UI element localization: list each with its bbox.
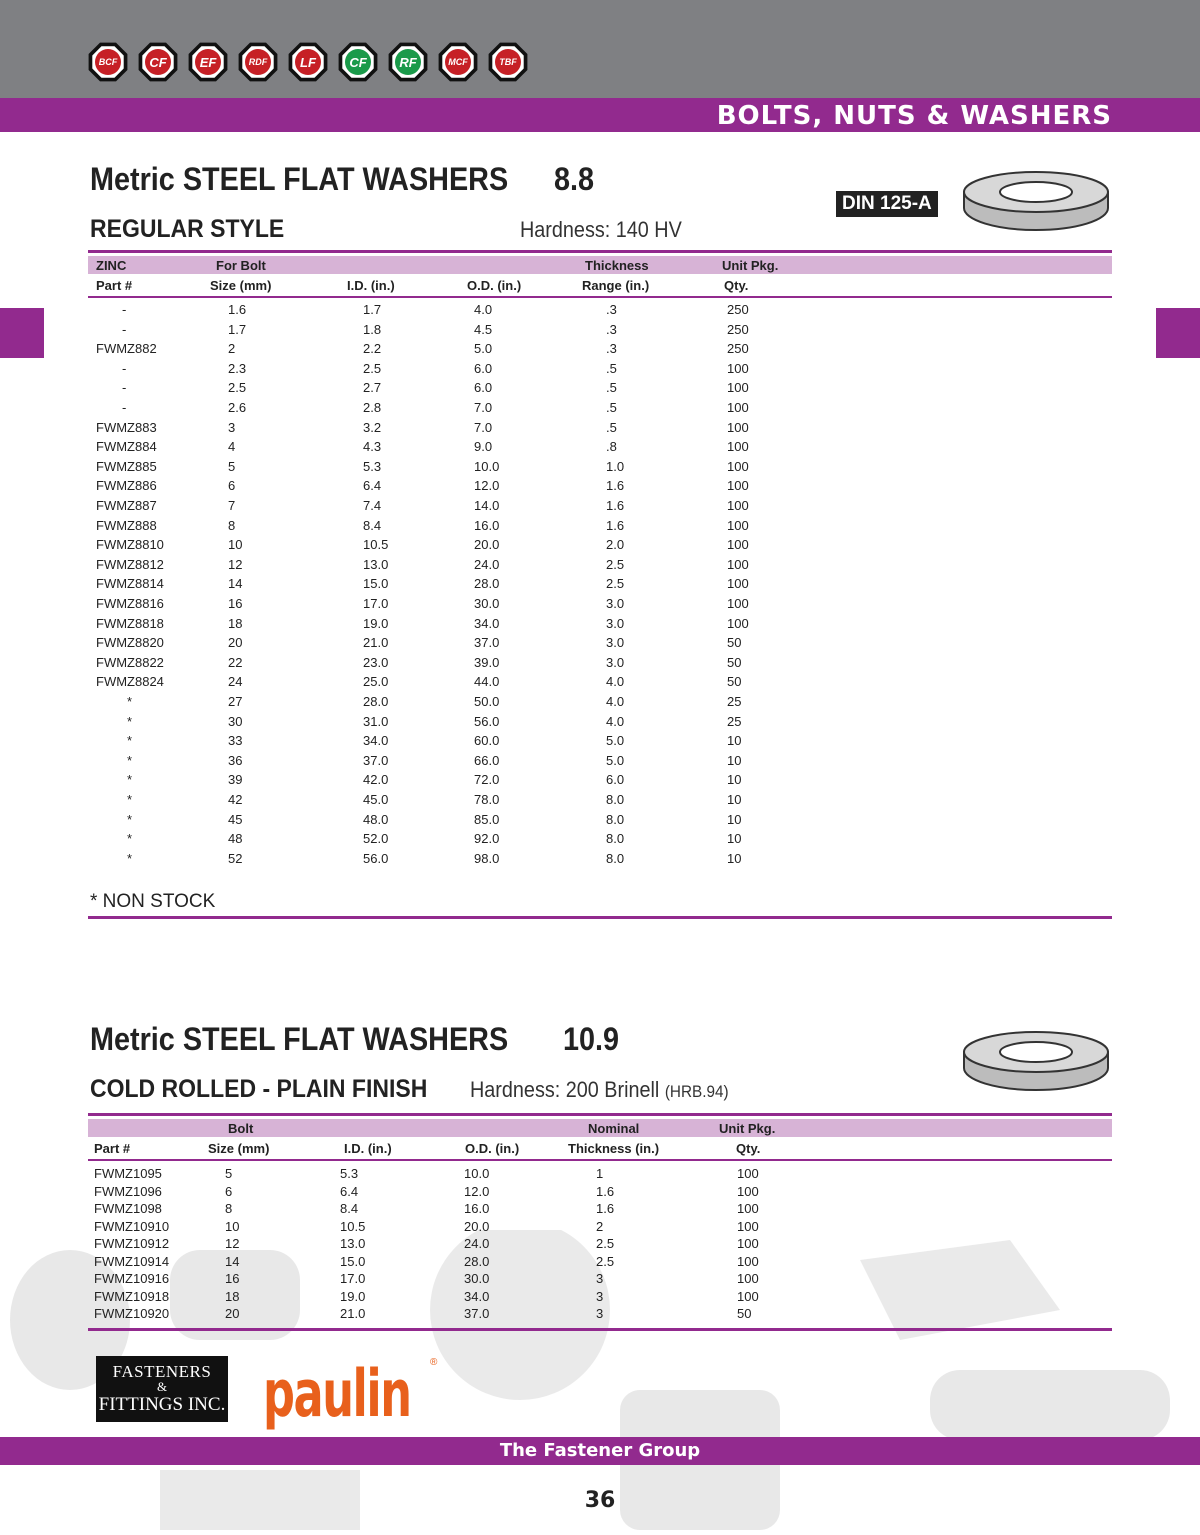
- section2-hardness: Hardness: 200 Brinell (HRB.94): [470, 1077, 729, 1102]
- t1-r27-c0: *: [127, 831, 133, 847]
- t1-r21-c4: 4.0: [606, 713, 625, 729]
- col-header-part: Part #: [96, 278, 133, 293]
- t1-r1-c2: 1.8: [363, 321, 382, 337]
- t1-r19-c3: 44.0: [474, 674, 500, 690]
- t1-r18-c1: 22: [228, 654, 243, 670]
- t1-r20-c1: 27: [228, 694, 243, 709]
- t2-r8-c5: 50: [737, 1306, 752, 1321]
- t1-r2-c0: FWMZ882: [96, 341, 157, 357]
- col-header-for-bolt: For Bolt: [216, 258, 266, 273]
- t1-r9-c5: 100: [727, 478, 749, 494]
- t2-r5-c5: 100: [737, 1253, 759, 1269]
- t2-r5-c0: FWMZ10914: [94, 1253, 170, 1269]
- tbf-logo: [486, 40, 530, 84]
- t1-r14-c2: 15.0: [363, 576, 389, 592]
- t1-r13-c1: 12: [228, 556, 243, 572]
- t2-r7-c4: 3: [596, 1288, 604, 1304]
- t2-r1-c4: 1.6: [596, 1183, 615, 1199]
- t1-r4-c3: 6.0: [474, 380, 493, 396]
- t2-r7-c2: 19.0: [340, 1288, 366, 1304]
- t1-r12-c3: 20.0: [474, 537, 500, 553]
- t2-r1-c0: FWMZ1096: [94, 1183, 162, 1199]
- t2-r2-c4: 1.6: [596, 1201, 615, 1216]
- t1-r5-c0: -: [122, 400, 127, 415]
- fasteners-fittings-logo: [96, 1356, 228, 1422]
- t1-r22-c4: 5.0: [606, 733, 625, 749]
- t1-r21-c1: 30: [228, 713, 243, 729]
- t1-r27-c5: 10: [727, 831, 742, 847]
- t2-r1-c1: 6: [225, 1183, 233, 1199]
- t1-r27-c3: 92.0: [474, 831, 500, 847]
- left-side-tab: [0, 308, 44, 358]
- t1-r12-c0: FWMZ8810: [96, 537, 164, 553]
- col2-header-id: I.D. (in.): [344, 1141, 392, 1156]
- col-header-size: Size (mm): [210, 278, 272, 293]
- t1-r23-c4: 5.0: [606, 752, 625, 768]
- t1-r15-c2: 17.0: [363, 596, 389, 611]
- t2-r0-c2: 5.3: [340, 1166, 359, 1181]
- t1-r2-c5: 250: [727, 341, 749, 357]
- t1-r2-c2: 2.2: [363, 341, 382, 357]
- t1-r8-c4: 1.0: [606, 458, 625, 474]
- t2-r0-c0: FWMZ1095: [94, 1166, 162, 1181]
- t1-r17-c4: 3.0: [606, 635, 625, 651]
- t1-r7-c1: 4: [228, 439, 236, 455]
- t1-r13-c5: 100: [727, 556, 749, 572]
- t2-r6-c3: 30.0: [464, 1271, 490, 1286]
- t1-r0-c0: -: [122, 302, 127, 317]
- col2-header-nominal: Nominal: [588, 1121, 640, 1136]
- col-header-zinc: ZINC: [96, 258, 127, 273]
- t1-r8-c5: 100: [727, 458, 749, 474]
- t1-r21-c2: 31.0: [363, 713, 389, 729]
- t1-r9-c4: 1.6: [606, 478, 625, 494]
- t2-r1-c2: 6.4: [340, 1183, 359, 1199]
- t1-r24-c1: 39: [228, 772, 243, 788]
- t1-r2-c4: .3: [606, 341, 617, 357]
- col-header-qty: Qty.: [724, 278, 749, 293]
- t1-r7-c0: FWMZ884: [96, 439, 157, 455]
- page-number: 36: [584, 1488, 616, 1513]
- cf-logo-text: CF: [149, 54, 167, 70]
- t1-r7-c3: 9.0: [474, 439, 493, 455]
- cf-green-logo: [336, 40, 380, 84]
- t2-r4-c4: 2.5: [596, 1236, 615, 1251]
- t1-r17-c5: 50: [727, 635, 742, 651]
- t1-r14-c1: 14: [228, 576, 243, 592]
- t2-r0-c3: 10.0: [464, 1166, 490, 1181]
- t1-r8-c1: 5: [228, 458, 236, 474]
- bcf-logo-text: BCF: [98, 57, 118, 67]
- t2-r1-c5: 100: [737, 1183, 759, 1199]
- t1-r22-c3: 60.0: [474, 733, 500, 749]
- t1-r15-c0: FWMZ8816: [96, 596, 164, 611]
- t1-r16-c5: 100: [727, 615, 749, 631]
- t1-r11-c2: 8.4: [363, 517, 382, 533]
- footer-group-name: The Fastener Group: [499, 1440, 701, 1461]
- t1-r26-c1: 45: [228, 811, 243, 827]
- t1-r8-c0: FWMZ885: [96, 458, 157, 474]
- t1-r12-c5: 100: [727, 537, 749, 553]
- t1-r21-c0: *: [127, 713, 133, 729]
- section1-title: Metric STEEL FLAT WASHERS: [90, 161, 509, 197]
- t1-r16-c2: 19.0: [363, 615, 389, 631]
- col-header-range: Range (in.): [582, 278, 650, 293]
- right-side-tab: [1156, 308, 1200, 358]
- col2-header-size: Size (mm): [208, 1141, 270, 1156]
- section2-subtitle: COLD ROLLED - PLAIN FINISH: [90, 1075, 428, 1103]
- section-title: BOLTS, NUTS & WASHERS: [716, 101, 1112, 131]
- t1-r5-c4: .5: [606, 400, 617, 415]
- t1-r9-c0: FWMZ886: [96, 478, 157, 494]
- t2-r3-c5: 100: [737, 1218, 759, 1234]
- t1-r19-c5: 50: [727, 674, 742, 690]
- t1-r18-c0: FWMZ8822: [96, 654, 164, 670]
- t1-r26-c2: 48.0: [363, 811, 389, 827]
- t1-r27-c4: 8.0: [606, 831, 625, 847]
- t1-r25-c0: *: [127, 792, 133, 807]
- col2-header-qty: Qty.: [736, 1141, 761, 1156]
- t2-r2-c2: 8.4: [340, 1201, 359, 1216]
- t2-r0-c4: 1: [596, 1166, 604, 1181]
- t1-r15-c1: 16: [228, 596, 243, 611]
- t2-r4-c5: 100: [737, 1236, 759, 1251]
- t2-r7-c0: FWMZ10918: [94, 1288, 170, 1304]
- col2-header-unit-pkg: Unit Pkg.: [719, 1121, 776, 1136]
- t2-r6-c5: 100: [737, 1271, 759, 1286]
- col2-header-thickness: Thickness (in.): [568, 1141, 660, 1156]
- section1-grade: 8.8: [554, 161, 595, 197]
- t1-r3-c5: 100: [727, 360, 749, 376]
- t1-r0-c2: 1.7: [363, 302, 382, 317]
- t1-r5-c3: 7.0: [474, 400, 493, 415]
- t1-r11-c5: 100: [727, 517, 749, 533]
- t2-r7-c1: 18: [225, 1288, 240, 1304]
- t1-r28-c1: 52: [228, 850, 243, 866]
- t1-r20-c5: 25: [727, 694, 742, 709]
- t2-r2-c5: 100: [737, 1201, 759, 1216]
- col-header-id: I.D. (in.): [347, 278, 395, 293]
- t1-r3-c0: -: [122, 360, 127, 376]
- t1-r2-c1: 2: [228, 341, 236, 357]
- t1-r16-c0: FWMZ8818: [96, 615, 164, 631]
- t1-r21-c3: 56.0: [474, 713, 500, 729]
- t1-r5-c5: 100: [727, 400, 749, 415]
- t1-r14-c5: 100: [727, 576, 749, 592]
- t1-r22-c1: 33: [228, 733, 243, 749]
- t2-r4-c1: 12: [225, 1236, 240, 1251]
- t1-r24-c4: 6.0: [606, 772, 625, 788]
- t1-r1-c0: -: [122, 321, 127, 337]
- t1-r13-c0: FWMZ8812: [96, 556, 164, 572]
- ffi-line1: FASTENERS: [112, 1362, 212, 1381]
- non-stock-note: * NON STOCK: [90, 891, 216, 912]
- t1-r24-c2: 42.0: [363, 772, 389, 788]
- section1-top-rule: [88, 250, 1112, 253]
- t1-r18-c4: 3.0: [606, 654, 625, 670]
- t1-r16-c4: 3.0: [606, 615, 625, 631]
- t2-r5-c3: 28.0: [464, 1253, 490, 1269]
- t1-r19-c2: 25.0: [363, 674, 389, 690]
- t1-r22-c5: 10: [727, 733, 742, 749]
- t2-r8-c1: 20: [225, 1306, 240, 1321]
- ef-logo-text: EF: [199, 54, 217, 70]
- t1-r20-c0: *: [127, 694, 133, 709]
- t1-r25-c2: 45.0: [363, 792, 389, 807]
- t1-r1-c5: 250: [727, 321, 749, 337]
- rdf-logo: [236, 40, 280, 84]
- lf-logo: [286, 40, 330, 84]
- t1-r13-c3: 24.0: [474, 556, 500, 572]
- section2-bottom-rule: [88, 1328, 1112, 1331]
- t1-r8-c3: 10.0: [474, 458, 500, 474]
- rdf-logo-text: RDF: [248, 57, 268, 67]
- t1-r13-c4: 2.5: [606, 556, 625, 572]
- t1-r20-c2: 28.0: [363, 694, 389, 709]
- t1-r25-c1: 42: [228, 792, 243, 807]
- t1-r12-c1: 10: [228, 537, 243, 553]
- t1-r4-c5: 100: [727, 380, 749, 396]
- t1-r10-c4: 1.6: [606, 498, 625, 513]
- t1-r0-c1: 1.6: [228, 302, 247, 317]
- t1-r5-c1: 2.6: [228, 400, 247, 415]
- t1-r26-c0: *: [127, 811, 133, 827]
- tbf-logo-text: TBF: [499, 57, 517, 67]
- t1-r24-c0: *: [127, 772, 133, 788]
- t1-r4-c0: -: [122, 380, 127, 396]
- rf-logo: [386, 40, 430, 84]
- ffi-line2: &: [156, 1379, 168, 1394]
- t1-r14-c0: FWMZ8814: [96, 576, 164, 592]
- col2-header-part: Part #: [94, 1141, 131, 1156]
- t2-r5-c4: 2.5: [596, 1253, 615, 1269]
- t2-r2-c3: 16.0: [464, 1201, 490, 1216]
- t1-r12-c4: 2.0: [606, 537, 625, 553]
- t1-r11-c1: 8: [228, 517, 236, 533]
- mcf-logo: [436, 40, 480, 84]
- t1-r10-c0: FWMZ887: [96, 498, 157, 513]
- section2-grade: 10.9: [563, 1021, 620, 1057]
- t1-r16-c3: 34.0: [474, 615, 500, 631]
- t1-r10-c2: 7.4: [363, 498, 382, 513]
- t1-r3-c3: 6.0: [474, 360, 493, 376]
- t1-r7-c2: 4.3: [363, 439, 382, 455]
- col-header-od: O.D. (in.): [467, 278, 522, 293]
- t1-r19-c0: FWMZ8824: [96, 674, 164, 690]
- t1-r3-c2: 2.5: [363, 360, 382, 376]
- section1-hardness: Hardness: 140 HV: [520, 217, 682, 242]
- cf-green-logo-text: CF: [349, 54, 367, 70]
- t2-r3-c0: FWMZ10910: [94, 1218, 170, 1234]
- t1-r23-c2: 37.0: [363, 752, 389, 768]
- t1-r0-c3: 4.0: [474, 302, 493, 317]
- t1-r19-c4: 4.0: [606, 674, 625, 690]
- t1-r27-c2: 52.0: [363, 831, 389, 847]
- washer-icon: [962, 170, 1110, 234]
- brand-logo-strip: [86, 40, 530, 84]
- t2-r8-c0: FWMZ10920: [94, 1306, 170, 1321]
- t1-r25-c3: 78.0: [474, 792, 500, 807]
- t1-r15-c4: 3.0: [606, 596, 625, 611]
- t1-r16-c1: 18: [228, 615, 243, 631]
- t2-r6-c1: 16: [225, 1271, 240, 1286]
- t2-r0-c1: 5: [225, 1166, 233, 1181]
- t1-r1-c1: 1.7: [228, 321, 247, 337]
- t2-r3-c2: 10.5: [340, 1218, 366, 1234]
- t2-r2-c1: 8: [225, 1201, 233, 1216]
- t1-r7-c5: 100: [727, 439, 749, 455]
- t1-r12-c2: 10.5: [363, 537, 389, 553]
- t1-r9-c1: 6: [228, 478, 236, 494]
- t1-r15-c3: 30.0: [474, 596, 500, 611]
- t1-r11-c4: 1.6: [606, 517, 625, 533]
- washer-icon-2: [962, 1030, 1110, 1094]
- t2-r5-c2: 15.0: [340, 1253, 366, 1269]
- t1-r22-c0: *: [127, 733, 133, 749]
- t2-r8-c2: 21.0: [340, 1306, 366, 1321]
- t1-r23-c0: *: [127, 752, 133, 768]
- mcf-logo-text: MCF: [448, 57, 468, 67]
- col-header-unit-pkg: Unit Pkg.: [722, 258, 779, 273]
- cf-logo: [136, 40, 180, 84]
- t2-r3-c1: 10: [225, 1218, 240, 1234]
- t1-r21-c5: 25: [727, 713, 742, 729]
- t1-r6-c3: 7.0: [474, 419, 493, 435]
- t1-r28-c3: 98.0: [474, 850, 500, 866]
- t2-r8-c4: 3: [596, 1306, 604, 1321]
- t2-r7-c5: 100: [737, 1288, 759, 1304]
- t1-r20-c3: 50.0: [474, 694, 500, 709]
- t1-r23-c1: 36: [228, 752, 243, 768]
- t1-r5-c2: 2.8: [363, 400, 382, 415]
- t1-r26-c4: 8.0: [606, 811, 625, 827]
- t1-r23-c5: 10: [727, 752, 742, 768]
- t2-r8-c3: 37.0: [464, 1306, 490, 1321]
- t1-r11-c3: 16.0: [474, 517, 500, 533]
- t1-r10-c5: 100: [727, 498, 749, 513]
- t1-r28-c2: 56.0: [363, 850, 389, 866]
- t1-r1-c4: .3: [606, 321, 617, 337]
- t1-r25-c4: 8.0: [606, 792, 625, 807]
- t2-r6-c4: 3: [596, 1271, 604, 1286]
- paulin-logo: paulin: [263, 1355, 411, 1432]
- t1-r3-c4: .5: [606, 360, 617, 376]
- t1-r7-c4: .8: [606, 439, 617, 455]
- t2-r4-c0: FWMZ10912: [94, 1236, 170, 1251]
- t1-r6-c0: FWMZ883: [96, 419, 157, 435]
- t1-r6-c2: 3.2: [363, 419, 382, 435]
- t1-r18-c3: 39.0: [474, 654, 500, 670]
- t1-r14-c4: 2.5: [606, 576, 625, 592]
- t1-r17-c3: 37.0: [474, 635, 500, 651]
- t1-r17-c1: 20: [228, 635, 243, 651]
- t1-r6-c4: .5: [606, 419, 617, 435]
- col2-header-od: O.D. (in.): [465, 1141, 520, 1156]
- rf-logo-text: RF: [399, 54, 417, 70]
- t1-r26-c3: 85.0: [474, 811, 500, 827]
- t2-r5-c1: 14: [225, 1253, 240, 1269]
- t1-r26-c5: 10: [727, 811, 742, 827]
- t1-r4-c4: .5: [606, 380, 617, 396]
- ffi-line3: FITTINGS INC.: [98, 1394, 226, 1415]
- din-badge: DIN 125-A: [836, 191, 938, 217]
- section2-header-rule: [88, 1159, 1112, 1161]
- section2-hardness-note: (HRB.94): [664, 1082, 729, 1101]
- t1-r6-c5: 100: [727, 419, 749, 435]
- section2-title: Metric STEEL FLAT WASHERS: [90, 1021, 509, 1057]
- t1-r28-c4: 8.0: [606, 850, 625, 866]
- col2-header-bolt: Bolt: [228, 1121, 254, 1136]
- t1-r17-c2: 21.0: [363, 635, 389, 651]
- section2-top-rule: [88, 1113, 1112, 1116]
- t1-r9-c3: 12.0: [474, 478, 500, 494]
- t2-r4-c2: 13.0: [340, 1236, 366, 1251]
- t1-r2-c3: 5.0: [474, 341, 493, 357]
- t1-r4-c2: 2.7: [363, 380, 382, 396]
- ef-logo: [186, 40, 230, 84]
- t2-r3-c3: 20.0: [464, 1218, 490, 1234]
- t1-r15-c5: 100: [727, 596, 749, 611]
- t1-r4-c1: 2.5: [228, 380, 247, 396]
- t1-r20-c4: 4.0: [606, 694, 625, 709]
- t2-r4-c3: 24.0: [464, 1236, 490, 1251]
- t1-r0-c5: 250: [727, 302, 749, 317]
- t1-r25-c5: 10: [727, 792, 742, 807]
- t1-r8-c2: 5.3: [363, 458, 382, 474]
- t1-r19-c1: 24: [228, 674, 243, 690]
- t1-r14-c3: 28.0: [474, 576, 500, 592]
- t1-r13-c2: 13.0: [363, 556, 389, 572]
- section1-bottom-rule: [88, 916, 1112, 919]
- t1-r9-c2: 6.4: [363, 478, 382, 494]
- t1-r10-c3: 14.0: [474, 498, 500, 513]
- t1-r18-c5: 50: [727, 654, 742, 670]
- lf-logo-text: LF: [300, 54, 316, 70]
- t2-r6-c0: FWMZ10916: [94, 1271, 170, 1286]
- t1-r28-c0: *: [127, 850, 133, 866]
- t1-r22-c2: 34.0: [363, 733, 389, 749]
- t2-r3-c4: 2: [596, 1218, 604, 1234]
- t1-r11-c0: FWMZ888: [96, 517, 157, 533]
- col-header-thickness: Thickness: [585, 258, 649, 273]
- t1-r27-c1: 48: [228, 831, 243, 847]
- t1-r24-c3: 72.0: [474, 772, 500, 788]
- t1-r28-c5: 10: [727, 850, 742, 866]
- t2-r2-c0: FWMZ1098: [94, 1201, 162, 1216]
- section1-subtitle: REGULAR STYLE: [90, 215, 285, 243]
- t1-r3-c1: 2.3: [228, 360, 247, 376]
- t1-r24-c5: 10: [727, 772, 742, 788]
- t2-r6-c2: 17.0: [340, 1271, 366, 1286]
- t2-r1-c3: 12.0: [464, 1183, 490, 1199]
- section1-header-rule: [88, 296, 1112, 298]
- t2-r0-c5: 100: [737, 1166, 759, 1181]
- t1-r6-c1: 3: [228, 419, 236, 435]
- t1-r1-c3: 4.5: [474, 321, 493, 337]
- t1-r0-c4: .3: [606, 302, 617, 317]
- registered-mark: ®: [430, 1357, 438, 1368]
- t1-r17-c0: FWMZ8820: [96, 635, 164, 651]
- bcf-logo: [86, 40, 130, 84]
- t1-r18-c2: 23.0: [363, 654, 389, 670]
- t1-r10-c1: 7: [228, 498, 236, 513]
- t1-r23-c3: 66.0: [474, 752, 500, 768]
- t2-r7-c3: 34.0: [464, 1288, 490, 1304]
